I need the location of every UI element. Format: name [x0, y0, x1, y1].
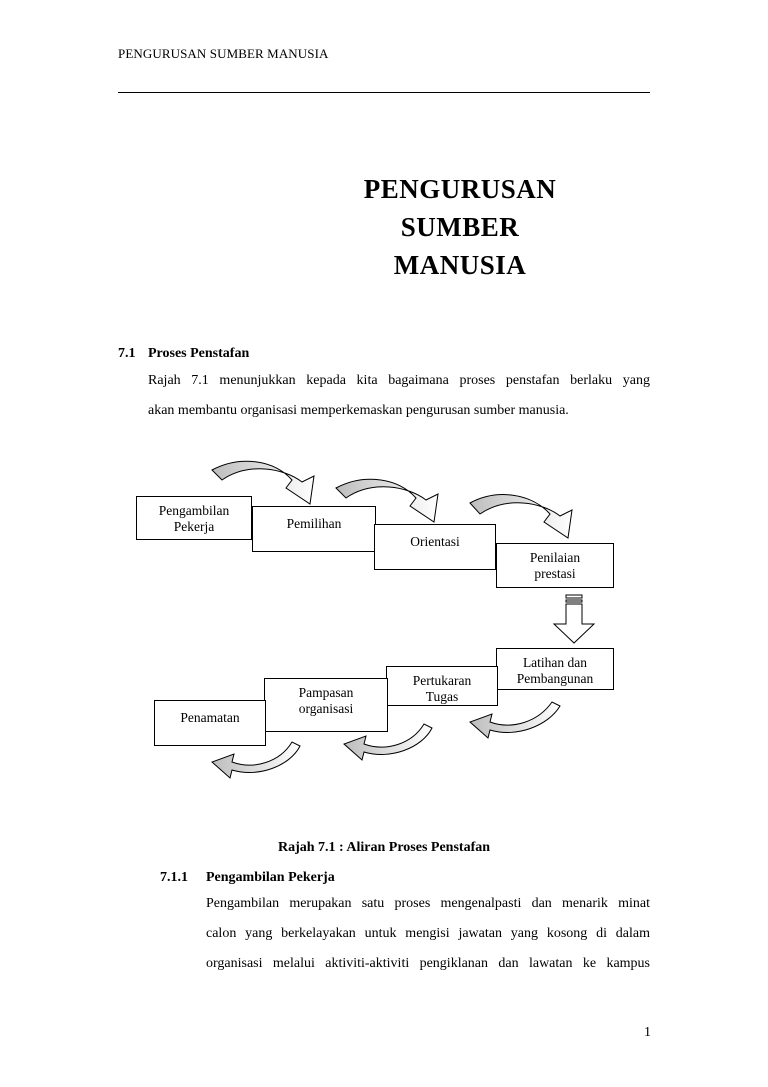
box-label-line: organisasi [298, 701, 354, 716]
chapter-title-line-2: SUMBER [400, 212, 520, 242]
subsection-paragraph-line-1: Pengambilan merupakan satu proses mengenalpasti dan menarik minat [206, 896, 650, 911]
box-label-line: Latihan dan [522, 655, 588, 670]
box-pertukaran-tugas [386, 666, 498, 706]
box-label-line: Orientasi [410, 534, 460, 549]
subsection-heading: Pengambilan Pekerja [206, 870, 335, 885]
section-heading: Proses Penstafan [148, 346, 250, 361]
page-number: 1 [644, 1025, 651, 1040]
running-header: PENGURUSAN SUMBER MANUSIA [118, 46, 329, 61]
figure-caption: Rajah 7.1 : Aliran Proses Penstafan [277, 840, 491, 855]
box-label-line: Pengambilan [158, 503, 230, 518]
curved-arrow-icon [212, 742, 300, 778]
box-orientasi [374, 524, 496, 570]
box-label-line: Pampasan [298, 685, 354, 700]
section-paragraph-line-2: akan membantu organisasi memperkemaskan pengurusan sumber manusia. [148, 403, 569, 418]
section-paragraph-line-1: Rajah 7.1 menunjukkan kepada kita bagaimana proses penstafan berlaku yang [148, 373, 650, 388]
curved-arrow-icon [470, 702, 560, 738]
subsection-paragraph-line-2: calon yang berkelayakan untuk mengisi jawatan yang kosong di dalam [206, 926, 650, 941]
box-penamatan [154, 700, 266, 746]
down-arrow-icon [554, 595, 594, 643]
box-pengambilan-pekerja [136, 496, 252, 540]
box-label-line: Pekerja [173, 519, 215, 534]
box-label-line: Penamatan [180, 710, 240, 725]
box-pampasan-organisasi [264, 678, 388, 732]
box-label-line: Tugas [425, 689, 459, 704]
box-penilaian-prestasi [496, 543, 614, 588]
box-pemilihan [252, 506, 376, 552]
box-label-line: Penilaian [529, 550, 581, 565]
box-label-line: Pertukaran [412, 673, 472, 688]
chapter-title-line-3: MANUSIA [393, 250, 527, 280]
box-label-line: Pemilihan [286, 516, 342, 531]
box-label-line: prestasi [534, 566, 576, 581]
chapter-title-line-1: PENGURUSAN [363, 174, 557, 204]
subsection-paragraph-line-3: organisasi melalui aktiviti-aktiviti pengiklanan dan lawatan ke kampus [206, 956, 650, 971]
subsection-number: 7.1.1 [160, 870, 188, 885]
section-number: 7.1 [118, 346, 136, 361]
box-label-line: Pembangunan [516, 671, 594, 686]
box-latihan-dan-pembangunan [496, 648, 614, 690]
